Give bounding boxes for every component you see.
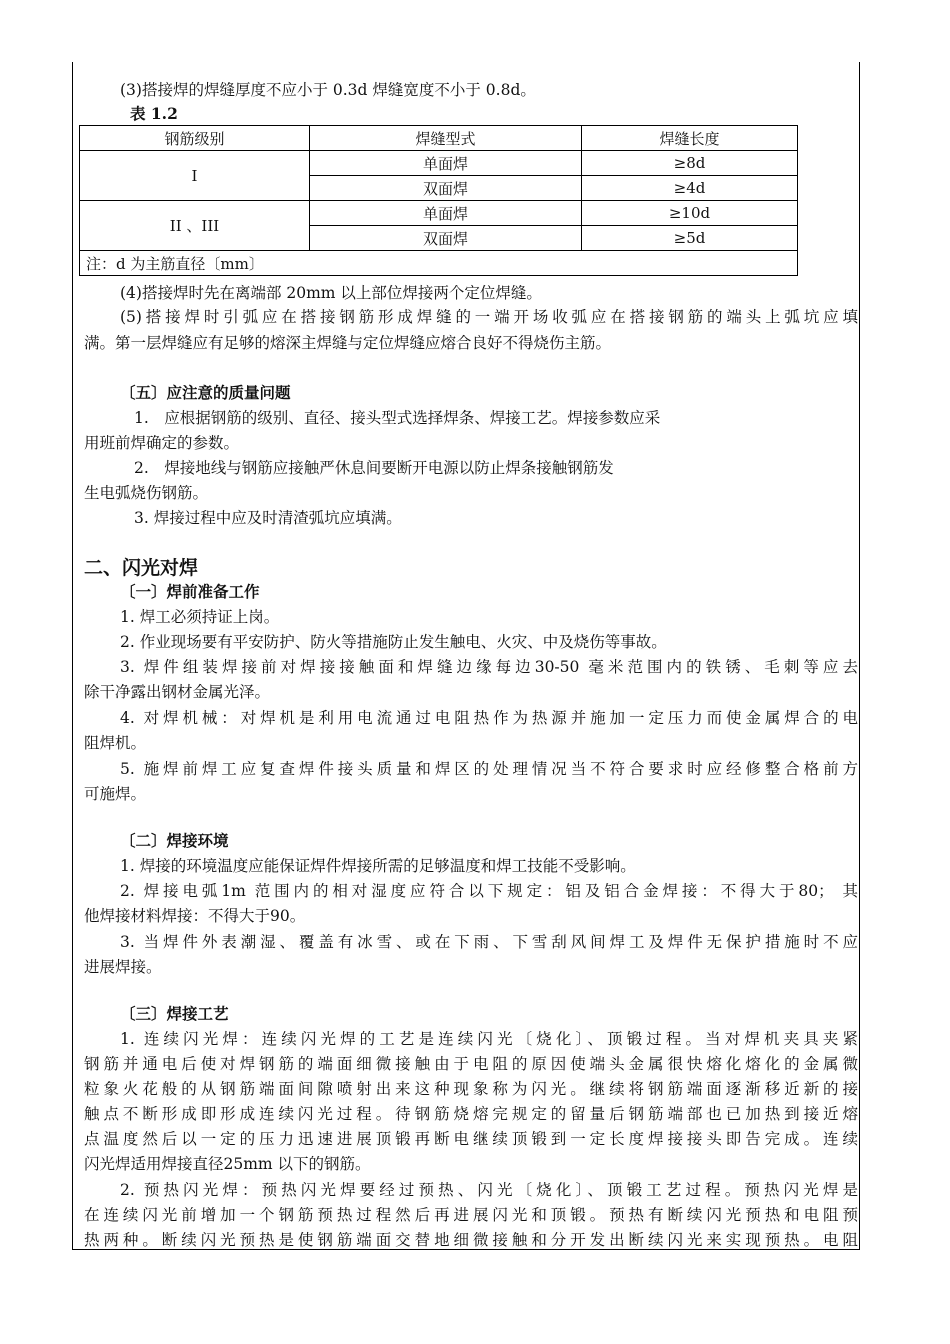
header-cell: 焊缝长度 xyxy=(582,126,798,151)
grade-cell: I xyxy=(80,151,310,201)
prep-item-4b: 阻焊机。 xyxy=(84,734,147,752)
table-caption: 表 1.2 xyxy=(130,104,178,123)
weld-length-table xyxy=(79,125,798,276)
env-item-1: 1. 焊接的环境温度应能保证焊件焊接所需的足够温度和焊工技能不受影响。 xyxy=(120,857,636,875)
prep-item-5a: 5. 施焊前焊工应复查焊件接头质量和焊区的处理情况当不符合要求时应经修整合格前方 xyxy=(120,760,858,778)
weld-type-cell: 单面焊 xyxy=(310,201,582,226)
item-4: (4)搭接焊时先在离端部 20mm 以上部位焊接两个定位焊缝。 xyxy=(120,284,542,302)
quality-item-1b: 用班前焊确定的参数。 xyxy=(84,434,240,452)
prep-item-3a: 3. 焊件组装焊接前对焊接接触面和焊缝边缘每边30-50 毫米范围内的铁锈、毛刺等应去 xyxy=(120,658,858,676)
grade-cell: II 、III xyxy=(80,201,310,251)
quality-item-1a: 1. 应根据钢筋的级别、直径、接头型式选择焊条、焊接工艺。焊接参数应采 xyxy=(134,409,661,427)
quality-item-3: 3. 焊接过程中应及时清渣弧坑应填满。 xyxy=(134,509,402,527)
prep-item-3b: 除干净露出钢材金属光泽。 xyxy=(84,683,271,701)
header-cell: 焊缝型式 xyxy=(310,126,582,151)
weld-length-cell: ≥10d xyxy=(582,201,798,226)
process-p1-line: 粒象火花般的从钢筋端面间隙喷射出来这种现象称为闪光。继续将钢筋端面逐渐移近新的接 xyxy=(84,1080,858,1098)
prep-item-4a: 4. 对焊机械：对焊机是利用电流通过电阻热作为热源并施加一定压力而使金属焊合的电 xyxy=(120,709,858,727)
process-p2-line: 2. 预热闪光焊：预热闪光焊要经过预热、闪光〔烧化〕、顶锻工艺过程。预热闪光焊是 xyxy=(120,1181,858,1199)
quality-heading: 〔五〕应注意的质量问题 xyxy=(120,383,291,402)
process-heading: 〔三〕焊接工艺 xyxy=(120,1004,229,1023)
quality-item-2a: 2. 焊接地线与钢筋应接触严休息间要断开电源以防止焊条接触钢筋发 xyxy=(134,459,614,477)
env-heading: 〔二〕焊接环境 xyxy=(120,831,229,850)
table-note: 注：d 为主筋直径〔mm〕 xyxy=(80,251,798,276)
process-p1-line: 1. 连续闪光焊：连续闪光焊的工艺是连续闪光〔烧化〕、顶锻过程。当对焊机夹具夹紧 xyxy=(120,1030,858,1048)
prep-item-1: 1. 焊工必须持证上岗。 xyxy=(120,608,280,626)
weld-type-cell: 双面焊 xyxy=(310,226,582,251)
process-p1-line: 点温度然后以一定的压力迅速进展顶锻再断电继续顶锻到一定长度焊接接头即告完成。连续 xyxy=(84,1130,858,1148)
process-p2-line: 在连续闪光前增加一个钢筋预热过程然后再进展闪光和顶锻。预热有断续闪光预热和电阻预 xyxy=(84,1206,858,1224)
weld-type-cell: 双面焊 xyxy=(310,176,582,201)
table-row xyxy=(80,201,798,226)
prep-item-5b: 可施焊。 xyxy=(84,785,147,803)
prep-heading: 〔一〕焊前准备工作 xyxy=(120,582,260,601)
process-p1-line: 钢筋并通电后使对焊钢筋的端面细微接触由于电阻的原因使端头金属很快熔化熔化的金属微 xyxy=(84,1055,858,1073)
section-2-title: 二、闪光对焊 xyxy=(84,557,199,579)
item-5-line-2: 满。第一层焊缝应有足够的熔深主焊缝与定位焊缝应熔合良好不得烧伤主筋。 xyxy=(84,334,612,352)
prep-item-2: 2. 作业现场要有平安防护、防火等措施防止发生触电、火灾、中及烧伤等事故。 xyxy=(120,633,667,651)
env-item-2b: 他焊接材料焊接：不得大于90。 xyxy=(84,907,306,925)
env-item-3a: 3. 当焊件外表潮湿、覆盖有冰雪、或在下雨、下雪刮风间焊工及焊件无保护措施时不应 xyxy=(120,933,858,951)
table-note-row xyxy=(80,251,798,276)
env-item-3b: 进展焊接。 xyxy=(84,958,162,976)
weld-length-cell: ≥8d xyxy=(582,151,798,176)
weld-length-cell: ≥4d xyxy=(582,176,798,201)
quality-item-2b: 生电弧烧伤钢筋。 xyxy=(84,484,209,502)
weld-type-cell: 单面焊 xyxy=(310,151,582,176)
header-cell: 钢筋级别 xyxy=(80,126,310,151)
weld-length-cell: ≥5d xyxy=(582,226,798,251)
table-header-row xyxy=(80,126,798,151)
env-item-2a: 2. 焊接电弧1m 范围内的相对湿度应符合以下规定：铝及铝合金焊接：不得大于80； 其 xyxy=(120,882,858,900)
weld-thickness-line: (3)搭接焊的焊缝厚度不应小于 0.3d 焊缝宽度不小于 0.8d。 xyxy=(120,81,536,99)
item-5-line-1: (5)搭接焊时引弧应在搭接钢筋形成焊缝的一端开场收弧应在搭接钢筋的端头上弧坑应填 xyxy=(120,308,858,326)
process-p1-line: 触点不断形成即形成连续闪光过程。待钢筋烧熔完规定的留量后钢筋端部也已加热到接近熔 xyxy=(84,1105,858,1123)
process-p1-line: 闪光焊适用焊接直径25mm 以下的钢筋。 xyxy=(84,1155,371,1173)
table-row xyxy=(80,151,798,176)
process-p2-line: 热两种。断续闪光预热是使钢筋端面交替地细微接触和分开发出断续闪光来实现预热。电阻 xyxy=(84,1231,858,1249)
